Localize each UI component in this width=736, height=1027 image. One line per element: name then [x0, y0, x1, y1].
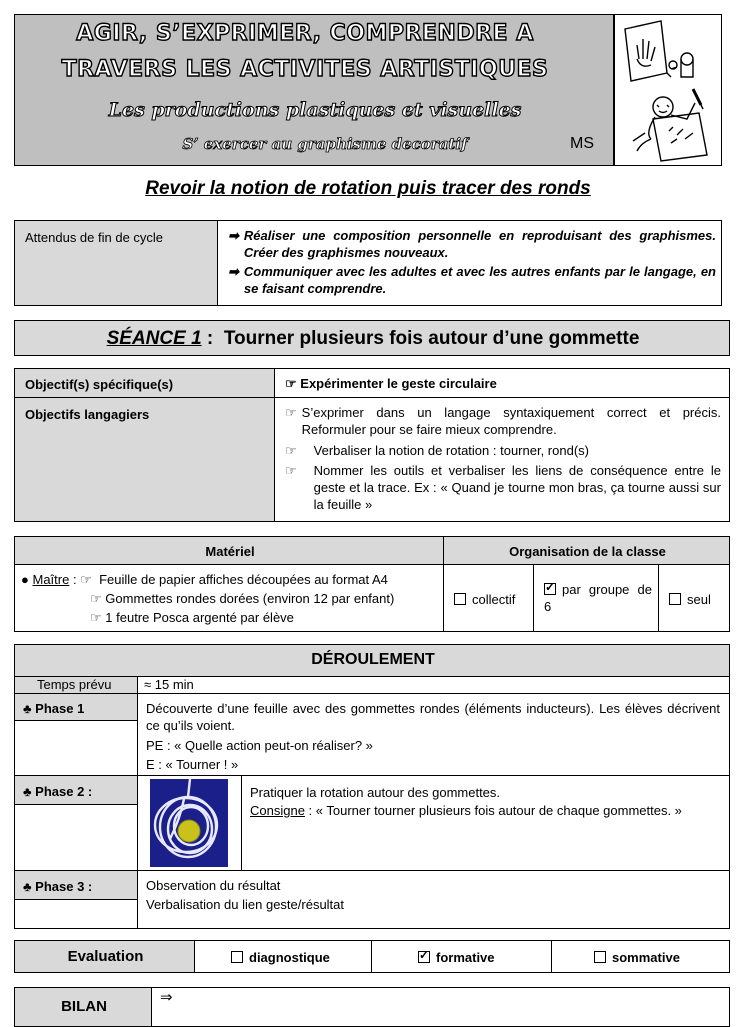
phase2-label-cell: [14, 775, 138, 805]
pointing-hand-icon: ☞: [285, 405, 297, 420]
seance-title-bar: [14, 320, 730, 356]
evaluation-label: Evaluation: [67, 948, 144, 965]
materiel-item-2: ☞ Gommettes rondes dorées (environ 12 par enfant): [90, 591, 395, 606]
objectif-lang-item-2: ☞ Verbaliser la notion de rotation : tourner, rond(s): [285, 443, 589, 458]
phase3-label-cell: [14, 870, 138, 900]
consigne-label: Consigne: [250, 803, 305, 818]
eval-option-diagnostique[interactable]: diagnostique: [231, 949, 330, 966]
deroulement-header: DÉROULEMENT: [311, 651, 435, 668]
phase2-image-cell: [137, 775, 242, 871]
temps-label-cell: [14, 676, 138, 694]
attendus-content-cell: [217, 220, 722, 306]
materiel-content-cell: [14, 564, 444, 632]
seance-title: SÉANCE 1 : Tourner plusieurs fois autour d’une gommette: [106, 328, 640, 349]
eval-formative-cell: [371, 940, 552, 973]
pointing-hand-icon: ☞: [285, 376, 297, 391]
arrow-bullet-icon: ➡: [228, 228, 239, 243]
bilan-label: BILAN: [61, 998, 107, 1015]
phase2-label: ♣ Phase 2 :: [23, 784, 93, 799]
pointing-hand-icon: ☞: [285, 463, 297, 478]
temps-value: ≈ 15 min: [144, 677, 194, 692]
phase1-line-2: PE : « Quelle action peut-on réaliser? »: [146, 738, 373, 753]
objectif-lang-label-cell: [14, 397, 275, 522]
checkbox-empty-icon[interactable]: [454, 593, 466, 605]
phase3-content-cell: [137, 870, 730, 929]
objectif-lang-content-cell: [274, 397, 730, 522]
organisation-header-cell: [443, 536, 730, 565]
checkbox-empty-icon[interactable]: [669, 593, 681, 605]
main-title: Revoir la notion de rotation puis tracer des ronds: [145, 178, 591, 199]
attendus-item-1: ➡ Réaliser une composition personnelle en reproduisant des graphismes. Créer des graphismes nouveaux.: [228, 228, 716, 260]
objectif-specific-value: ☞ Expérimenter le geste circulaire: [285, 376, 497, 391]
phase2-blank-cell: [14, 804, 138, 871]
phase1-line-1: Découverte d’une feuille avec des gommettes rondes (éléments inducteurs). Les élèves décrivent ce qu’ils voient.: [146, 701, 720, 733]
eval-option-sommative[interactable]: sommative: [594, 949, 680, 966]
attendus-item-2: ➡ Communiquer avec les adultes et avec les autres enfants par le langage, en se faisant comprendre.: [228, 264, 716, 296]
objectif-lang-item-1: ☞ S’exprimer dans un langage syntaxiquement correct et précis. Reformuler pour se faire mieux comprendre.: [285, 405, 721, 437]
objectif-specific-label: Objectif(s) spécifique(s): [25, 377, 174, 392]
arrow-bullet-icon: ➡: [228, 264, 239, 279]
checkbox-checked-icon[interactable]: [418, 951, 430, 963]
checkbox-empty-icon[interactable]: [594, 951, 606, 963]
attendus-label: Attendus de fin de cycle: [25, 230, 164, 245]
materiel-header: Matériel: [205, 544, 255, 559]
objectif-specific-value-cell: [274, 368, 730, 398]
phase2-content-cell: [241, 775, 730, 871]
double-arrow-icon: ⇒: [160, 989, 173, 1006]
phase1-label: ♣ Phase 1: [23, 701, 85, 716]
org-collectif-cell: [443, 564, 534, 632]
objectif-lang-label: Objectifs langagiers: [25, 407, 150, 422]
checkbox-empty-icon[interactable]: [231, 951, 243, 963]
objectif-specific-label-cell: [14, 368, 275, 398]
pointing-hand-icon: ☞: [90, 610, 102, 625]
header-subsubtitle: S’ exercer au graphisme decoratif: [182, 135, 468, 153]
pointing-hand-icon: ☞: [90, 591, 102, 606]
pointing-hand-icon: ☞: [285, 443, 297, 458]
organisation-header: Organisation de la classe: [509, 544, 666, 559]
club-icon: ♣: [23, 879, 32, 894]
objectif-lang-item-3: ☞ Nommer les outils et verbaliser les liens de conséquence entre le geste et la trace. Ex : « Quand je tourne mon bras, ça tourne aussi sur la feuille »: [285, 463, 721, 512]
attendus-label-cell: [14, 220, 218, 306]
evaluation-label-cell: [14, 940, 195, 973]
phase1-line-3: E : « Tourner ! »: [146, 757, 239, 772]
materiel-item-1: ● Maître : ☞ Feuille de papier affiches découpées au format A4: [21, 572, 388, 587]
eval-diagnostique-cell: [194, 940, 372, 973]
materiel-item-3: ☞ 1 feutre Posca argenté par élève: [90, 610, 294, 625]
pointing-hand-icon: ☞: [80, 572, 92, 587]
seance-number: SÉANCE 1: [106, 328, 202, 349]
temps-value-cell: [137, 676, 730, 694]
org-groupe-cell: [533, 564, 659, 632]
eval-sommative-cell: [551, 940, 730, 973]
bullet-dot-icon: ●: [21, 572, 29, 587]
drawing-child-icon: [615, 15, 721, 165]
phase1-label-cell: [14, 693, 138, 721]
seance-name: Tourner plusieurs fois autour d’une gommette: [223, 328, 640, 349]
phase1-blank-cell: [14, 720, 138, 776]
temps-label: Temps prévu: [37, 677, 112, 692]
phase2-text: Pratiquer la rotation autour des gommettes.: [250, 785, 501, 800]
bilan-content-cell[interactable]: [151, 987, 730, 1027]
header-subtitle: Les productions plastiques et visuelles: [108, 99, 522, 121]
org-option-groupe[interactable]: ✓par groupe de 6: [544, 581, 652, 615]
header-illustration: [614, 14, 722, 166]
org-option-collectif[interactable]: collectif: [454, 591, 515, 608]
header-banner: [14, 14, 614, 166]
phase3-blank-cell: [14, 899, 138, 929]
phase3-line-2: Verbalisation du lien geste/résultat: [146, 897, 345, 912]
materiel-header-cell: [14, 536, 444, 565]
club-icon: ♣: [23, 784, 32, 799]
bilan-label-cell: [14, 987, 152, 1027]
header-title-line2: TRAVERS LES ACTIVITES ARTISTIQUES: [61, 57, 549, 82]
header-title-line1: AGIR, S’EXPRIMER, COMPRENDRE A: [76, 21, 534, 46]
maitre-label: Maître: [32, 572, 70, 587]
checkbox-checked-icon[interactable]: [544, 583, 556, 595]
phase2-consigne: Consigne : « Tourner tourner plusieurs fois autour de chaque gommettes. »: [250, 803, 682, 818]
club-icon: ♣: [23, 701, 32, 716]
deroulement-header-cell: [14, 644, 730, 677]
level-label: MS: [570, 135, 594, 152]
gommette-spiral-image: [150, 779, 228, 867]
phase3-line-1: Observation du résultat: [146, 878, 281, 893]
phase1-content-cell: [137, 693, 730, 776]
org-option-seul[interactable]: seul: [669, 591, 711, 608]
org-seul-cell: [658, 564, 730, 632]
phase3-label: ♣ Phase 3 :: [23, 879, 93, 894]
eval-option-formative[interactable]: ✓ formative: [418, 949, 495, 966]
spiral-drawing-icon: [150, 779, 228, 867]
